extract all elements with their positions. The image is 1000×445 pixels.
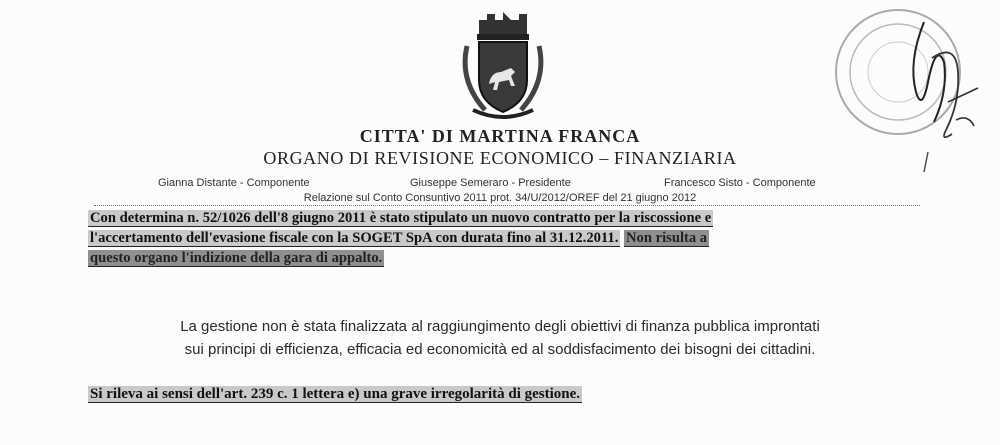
member-1: Gianna Distante - Componente <box>158 177 310 189</box>
office-subtitle: ORGANO DI REVISIONE ECONOMICO – FINANZIARIA <box>263 148 737 168</box>
coat-of-arms-icon <box>455 6 551 122</box>
highlight-line-1: Con determina n. 52/1026 dell'8 giugno 2011 è stato stipulato un nuovo contratto per la riscossione e <box>90 210 712 226</box>
body-line-1: La gestione non è stata finalizzata al raggiungimento degli obiettivi di finanza pubblica improntati <box>180 318 820 335</box>
highlighted-paragraph <box>88 208 926 268</box>
city-title: CITTA' DI MARTINA FRANCA <box>359 126 641 146</box>
highlight-line-2a: l'accertamento dell'evasione fiscale con la SOGET SpA con durata fino al 31.12.2011. <box>90 230 619 246</box>
header-divider <box>94 205 920 206</box>
body-line-2: sui principi di efficienza, efficacia ed economicità ed al soddisfacimento dei bisogni dei cittadini. <box>184 341 816 358</box>
member-3: Francesco Sisto - Componente <box>664 177 816 189</box>
report-reference: Relazione sul Conto Consuntivo 2011 prot. 34/U/2012/OREF del 21 giugno 2012 <box>303 192 697 204</box>
conclusion-text: Si rileva ai sensi dell'art. 239 c. 1 lettera e) una grave irregolarità di gestione. <box>90 386 581 402</box>
body-paragraph <box>0 315 1000 361</box>
conclusion-statement <box>88 386 582 403</box>
highlight-line-2b: Non risulta a <box>626 230 708 246</box>
member-2: Giuseppe Semeraro - Presidente <box>410 177 571 189</box>
highlight-line-3: questo organo l'indizione della gara di appalto. <box>90 250 383 266</box>
